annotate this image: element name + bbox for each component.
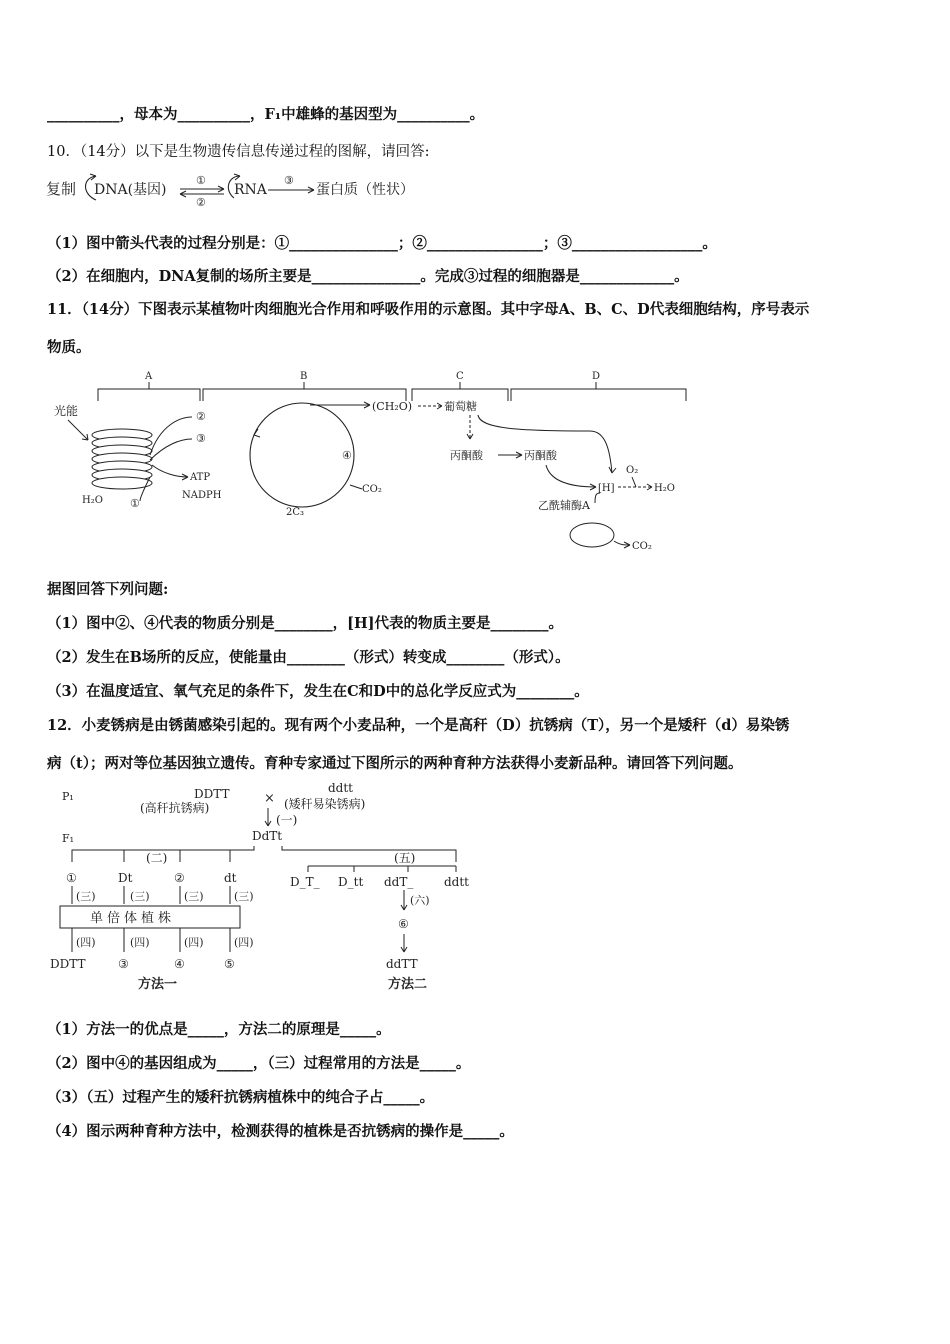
result-6: ⑥ bbox=[398, 917, 409, 931]
q10-sub2: （2）在细胞内，DNA复制的场所主要是_______________。完成③过程的细胞器是_____________。 bbox=[47, 268, 689, 285]
thylakoid-stack bbox=[92, 429, 152, 489]
q10-step3: ③ bbox=[284, 174, 294, 187]
s4-b: (四) bbox=[130, 936, 150, 949]
q12-sub1: （1）方法一的优点是_____，方法二的原理是_____。 bbox=[47, 1021, 391, 1038]
label-A: A bbox=[145, 371, 153, 382]
q10-step1: ① bbox=[196, 174, 206, 187]
result-3: ③ bbox=[118, 957, 129, 971]
pyruvate-c: 丙酮酸 bbox=[450, 449, 483, 462]
result-5: ⑤ bbox=[224, 957, 235, 971]
q12-sub2: （2）图中④的基因组成为_____，（三）过程常用的方法是_____。 bbox=[47, 1055, 471, 1072]
label-B: B bbox=[300, 371, 308, 382]
co2-b: CO₂ bbox=[362, 484, 382, 495]
offspring-1: D_T_ bbox=[290, 875, 320, 889]
light-label: 光能 bbox=[54, 404, 79, 418]
gamete-dt: Dt bbox=[118, 871, 133, 885]
co2-d: CO₂ bbox=[632, 541, 652, 552]
q10-diagram bbox=[44, 170, 444, 210]
offspring-3: ddT_ bbox=[384, 875, 414, 889]
pyruvate-d: 丙酮酸 bbox=[524, 449, 557, 462]
f1-genotype: DdTt bbox=[252, 829, 283, 843]
s3-d: (三) bbox=[234, 890, 254, 903]
q12-title-1: 12．小麦锈病是由锈菌感染引起的。现有两个小麦品种，一个是高秆（D）抗锈病（T），另一个是矮秆（d）易染锈 bbox=[47, 717, 790, 734]
acetyl-coa: 乙酰辅酶A bbox=[538, 499, 590, 512]
q12-title-2: 病（t）；两对等位基因独立遗传。育种专家通过下图所示的两种育种方法获得小麦新品种。请回答下列问题。 bbox=[47, 755, 743, 772]
s4-c: (四) bbox=[184, 936, 204, 949]
p1: P₁ bbox=[62, 790, 74, 803]
step-6: (六) bbox=[410, 894, 430, 907]
h2o-right: H₂O bbox=[654, 483, 675, 494]
haploid: 单倍体植株 bbox=[90, 911, 176, 926]
h2o-left: H₂O bbox=[82, 495, 103, 506]
q11-sub2: （2）发生在B场所的反应，使能量由________（形式）转变成________（形式）。 bbox=[47, 649, 570, 666]
gamete-1: ① bbox=[66, 871, 77, 885]
offspring-4: ddtt bbox=[444, 875, 470, 889]
q11-sub1: （1）图中②、④代表的物质分别是________，[H]代表的物质主要是________。 bbox=[47, 615, 564, 632]
h-label: [H] bbox=[598, 483, 615, 494]
nadph: NADPH bbox=[182, 490, 222, 501]
s3-b: (三) bbox=[130, 890, 150, 903]
ch2o: (CH₂O) bbox=[372, 400, 413, 413]
s4-d: (四) bbox=[234, 936, 254, 949]
q12-diagram bbox=[46, 782, 506, 994]
label-D: D bbox=[592, 371, 601, 382]
q12-sub3: （3）（五）过程产生的矮秆抗锈病植株中的纯合子占_____。 bbox=[47, 1089, 435, 1106]
atp: ATP bbox=[190, 472, 211, 483]
parent-short: (矮秆易染锈病) bbox=[284, 797, 366, 811]
label-C: C bbox=[456, 371, 464, 382]
glucose: 葡萄糖 bbox=[444, 400, 477, 413]
q11-title-2: 物质。 bbox=[47, 339, 91, 356]
final-ddtt: ddTT bbox=[386, 957, 418, 971]
step-2: (二) bbox=[146, 851, 168, 865]
parent-ddtt: DDTT bbox=[194, 787, 230, 801]
q10-title: 10．（14分）以下是生物遗传信息传递过程的图解，请回答: bbox=[47, 144, 430, 160]
q12-sub4: （4）图示两种育种方法中，检测获得的植株是否抗锈病的操作是_____。 bbox=[47, 1123, 514, 1140]
q10-step2: ② bbox=[196, 196, 206, 209]
s3-a: (三) bbox=[76, 890, 96, 903]
method-1: 方法一 bbox=[138, 977, 178, 992]
offspring-2: D_tt bbox=[338, 875, 364, 889]
result-ddtt: DDTT bbox=[50, 957, 86, 971]
q10-rna: RNA bbox=[234, 182, 267, 198]
s3-c: (三) bbox=[184, 890, 204, 903]
q11-sub3: （3）在温度适宜、氧气充足的条件下，发生在C和D中的总化学反应式为________。 bbox=[47, 683, 589, 700]
q10-replicate: 复制 bbox=[46, 180, 77, 198]
result-4: ④ bbox=[174, 957, 185, 971]
method-2: 方法二 bbox=[388, 977, 428, 992]
c3-label: 2C₃ bbox=[286, 507, 305, 518]
f1: F₁ bbox=[62, 832, 75, 845]
num-2: ② bbox=[196, 410, 206, 423]
gamete-dt2: dt bbox=[224, 871, 237, 885]
num-1: ① bbox=[130, 497, 140, 510]
step-5: (五) bbox=[394, 851, 416, 865]
q10-sub1: （1）图中箭头代表的过程分别是：①_______________；②________________；③__________________。 bbox=[47, 235, 717, 252]
s4-a: (四) bbox=[76, 936, 96, 949]
parent-tall: (高秆抗锈病) bbox=[140, 801, 210, 815]
parent-short-genotype: ddtt bbox=[328, 782, 354, 795]
num-4: ④ bbox=[342, 449, 352, 462]
num-3: ③ bbox=[196, 432, 206, 445]
o2: O₂ bbox=[626, 465, 639, 476]
q11-prompt: 据图回答下列问题: bbox=[47, 581, 169, 598]
cross: × bbox=[264, 791, 275, 806]
q11-title-1: 11．（14分）下图表示某植物叶肉细胞光合作用和呼吸作用的示意图。其中字母A、B、C、D代表细胞结构，序号表示 bbox=[47, 301, 810, 318]
q10-dna: DNA(基因) bbox=[94, 182, 167, 198]
gamete-2: ② bbox=[174, 871, 185, 885]
q10-protein: 蛋白质（性状） bbox=[316, 182, 414, 198]
step-1: (一) bbox=[276, 813, 298, 827]
q11-diagram bbox=[50, 365, 690, 560]
q9-tail: __________，母本为__________，F₁中雄蜂的基因型为__________。 bbox=[47, 106, 485, 123]
